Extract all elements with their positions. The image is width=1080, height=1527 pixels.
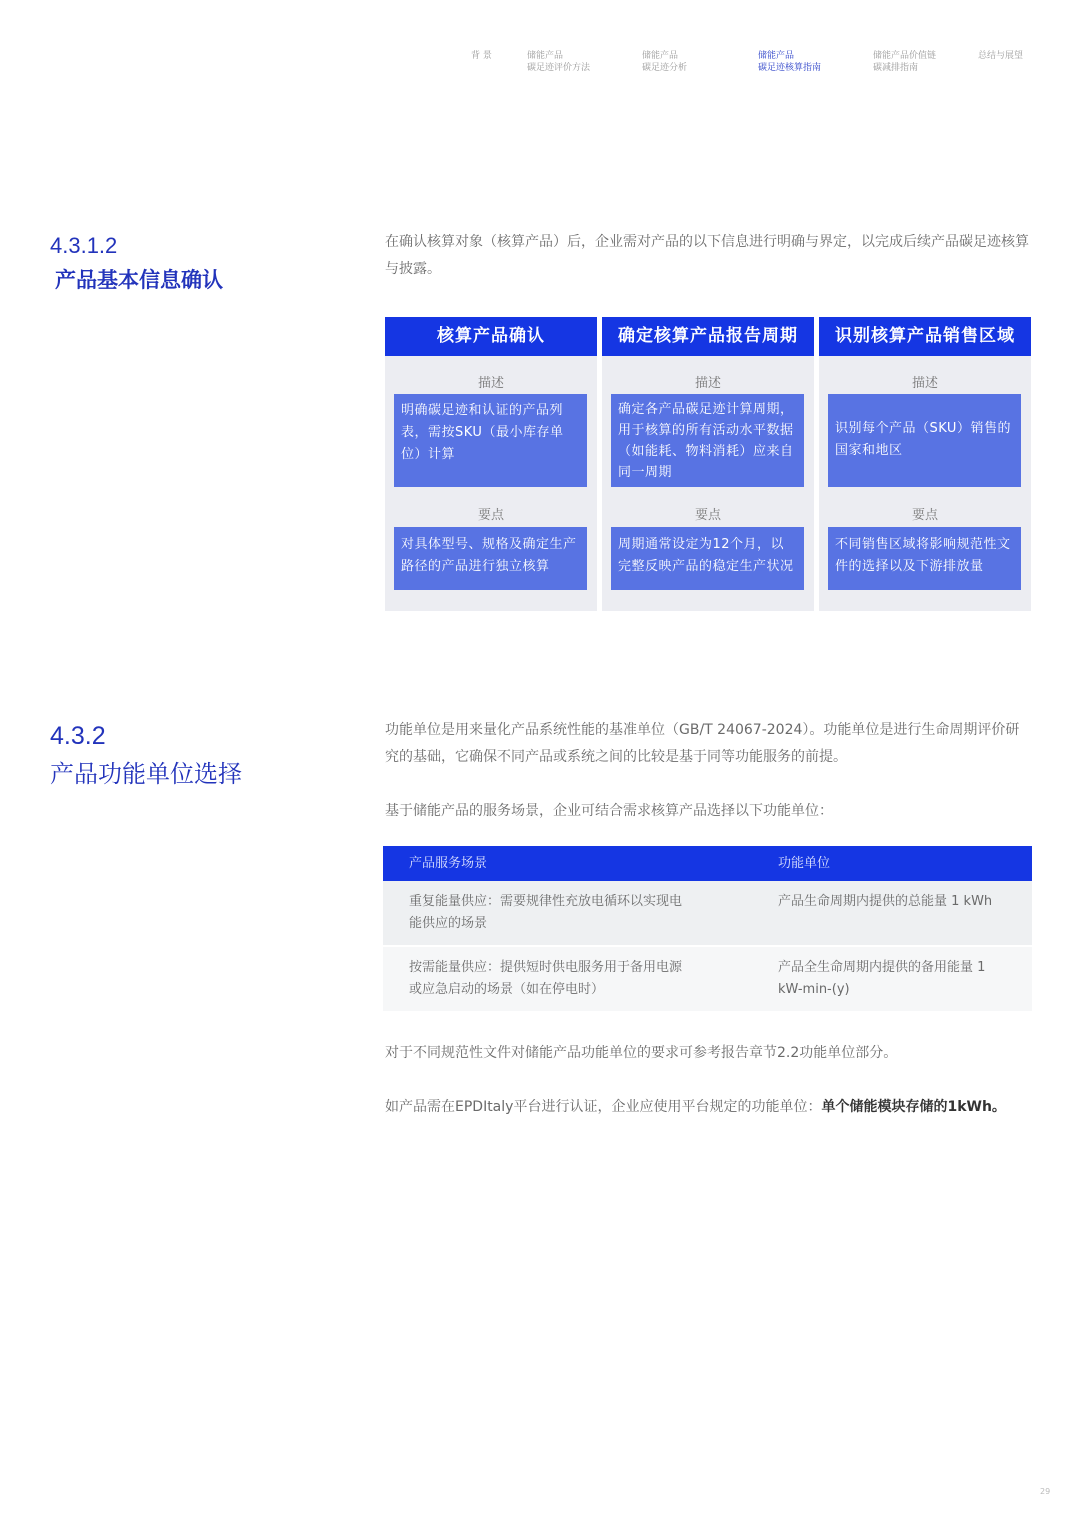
table-row (383, 881, 1032, 945)
section-number: 4.3.1.2 (50, 233, 118, 258)
table-row (383, 947, 1032, 1011)
section-intro: 功能单位是用来量化产品系统性能的基准单位（GB/T 24067-2024）。功能单位是进行生命周期评价研究的基础，它确保不同产品或系统之间的比较是基于同等功能服务的前提。 (385, 722, 1020, 765)
card-desc: 识别每个产品（SKU）销售的国家和地区 (828, 394, 1021, 487)
column-header-scenario: 产品服务场景 (409, 856, 488, 871)
column-header-unit: 功能单位 (778, 856, 831, 871)
card-desc-label: 描述 (911, 376, 938, 391)
section-number: 4.3.2 (50, 722, 106, 750)
table-cell-scenario: 按需能量供应：提供短时供电服务用于备用电源或应急启动的场景（如在停电时） (409, 960, 683, 997)
info-card (819, 317, 1031, 611)
card-key: 对具体型号、规格及确定生产路径的产品进行独立核算 (394, 527, 587, 590)
table-lead-text: 基于储能产品的服务场景，企业可结合需求核算产品选择以下功能单位： (385, 803, 833, 819)
info-cards (385, 317, 1031, 611)
nav-item-summary[interactable]: 总结与展望 (978, 51, 1024, 61)
top-navigation (0, 50, 1080, 80)
nav-item-background[interactable]: 背 景 (471, 51, 492, 61)
nav-item-analysis[interactable]: 储能产品 碳足迹分析 (642, 51, 688, 73)
note-epditaly (385, 1094, 1030, 1121)
note-epditaly-text: 如产品需在EPDItaly平台进行认证，企业应使用平台规定的功能单位： (385, 1099, 822, 1115)
table-cell-unit: 产品生命周期内提供的总能量 1 kWh (778, 894, 993, 909)
info-card (385, 317, 597, 611)
card-key-label: 要点 (911, 508, 938, 523)
note-reference: 对于不同规范性文件对储能产品功能单位的要求可参考报告章节2.2功能单位部分。 (385, 1045, 898, 1061)
card-desc: 明确碳足迹和认证的产品列表，需按SKU（最小库存单位）计算 (394, 394, 587, 487)
page-number: 29 (1040, 1487, 1051, 1496)
table-cell-unit: 产品全生命周期内提供的备用能量 1 kW-min-(y) (778, 960, 986, 997)
card-desc-label: 描述 (477, 376, 504, 391)
section-title: 产品功能单位选择 (50, 760, 242, 788)
card-desc-label: 描述 (694, 376, 721, 391)
card-title: 识别核算产品销售区域 (819, 317, 1031, 356)
nav-item-accounting-guide[interactable]: 储能产品 碳足迹核算指南 (758, 51, 822, 73)
card-title: 核算产品确认 (385, 317, 597, 356)
nav-item-evaluation-method[interactable]: 储能产品 碳足迹评价方法 (527, 51, 591, 73)
card-desc: 确定各产品碳足迹计算周期，用于核算的所有活动水平数据（如能耗、物料消耗）应来自同一周期 (611, 394, 804, 487)
section-intro: 在确认核算对象（核算产品）后，企业需对产品的以下信息进行明确与界定，以完成后续产品碳足迹核算与披露。 (385, 234, 1029, 277)
table-cell-scenario: 重复能量供应：需要规律性充放电循环以实现电能供应的场景 (409, 894, 683, 931)
functional-unit-table (383, 846, 1032, 1011)
section-title: 产品基本信息确认 (55, 268, 223, 292)
info-card (602, 317, 814, 611)
note-epditaly-bold: 单个储能模块存储的1kWh。 (821, 1099, 1006, 1115)
table-header (383, 846, 1032, 881)
card-key-label: 要点 (694, 508, 721, 523)
nav-item-value-chain[interactable]: 储能产品价值链 碳减排指南 (873, 51, 937, 73)
card-key: 不同销售区域将影响规范性文件的选择以及下游排放量 (828, 527, 1021, 590)
card-key: 周期通常设定为12个月，以完整反映产品的稳定生产状况 (611, 527, 804, 590)
card-title: 确定核算产品报告周期 (602, 317, 814, 356)
card-key-label: 要点 (477, 508, 504, 523)
